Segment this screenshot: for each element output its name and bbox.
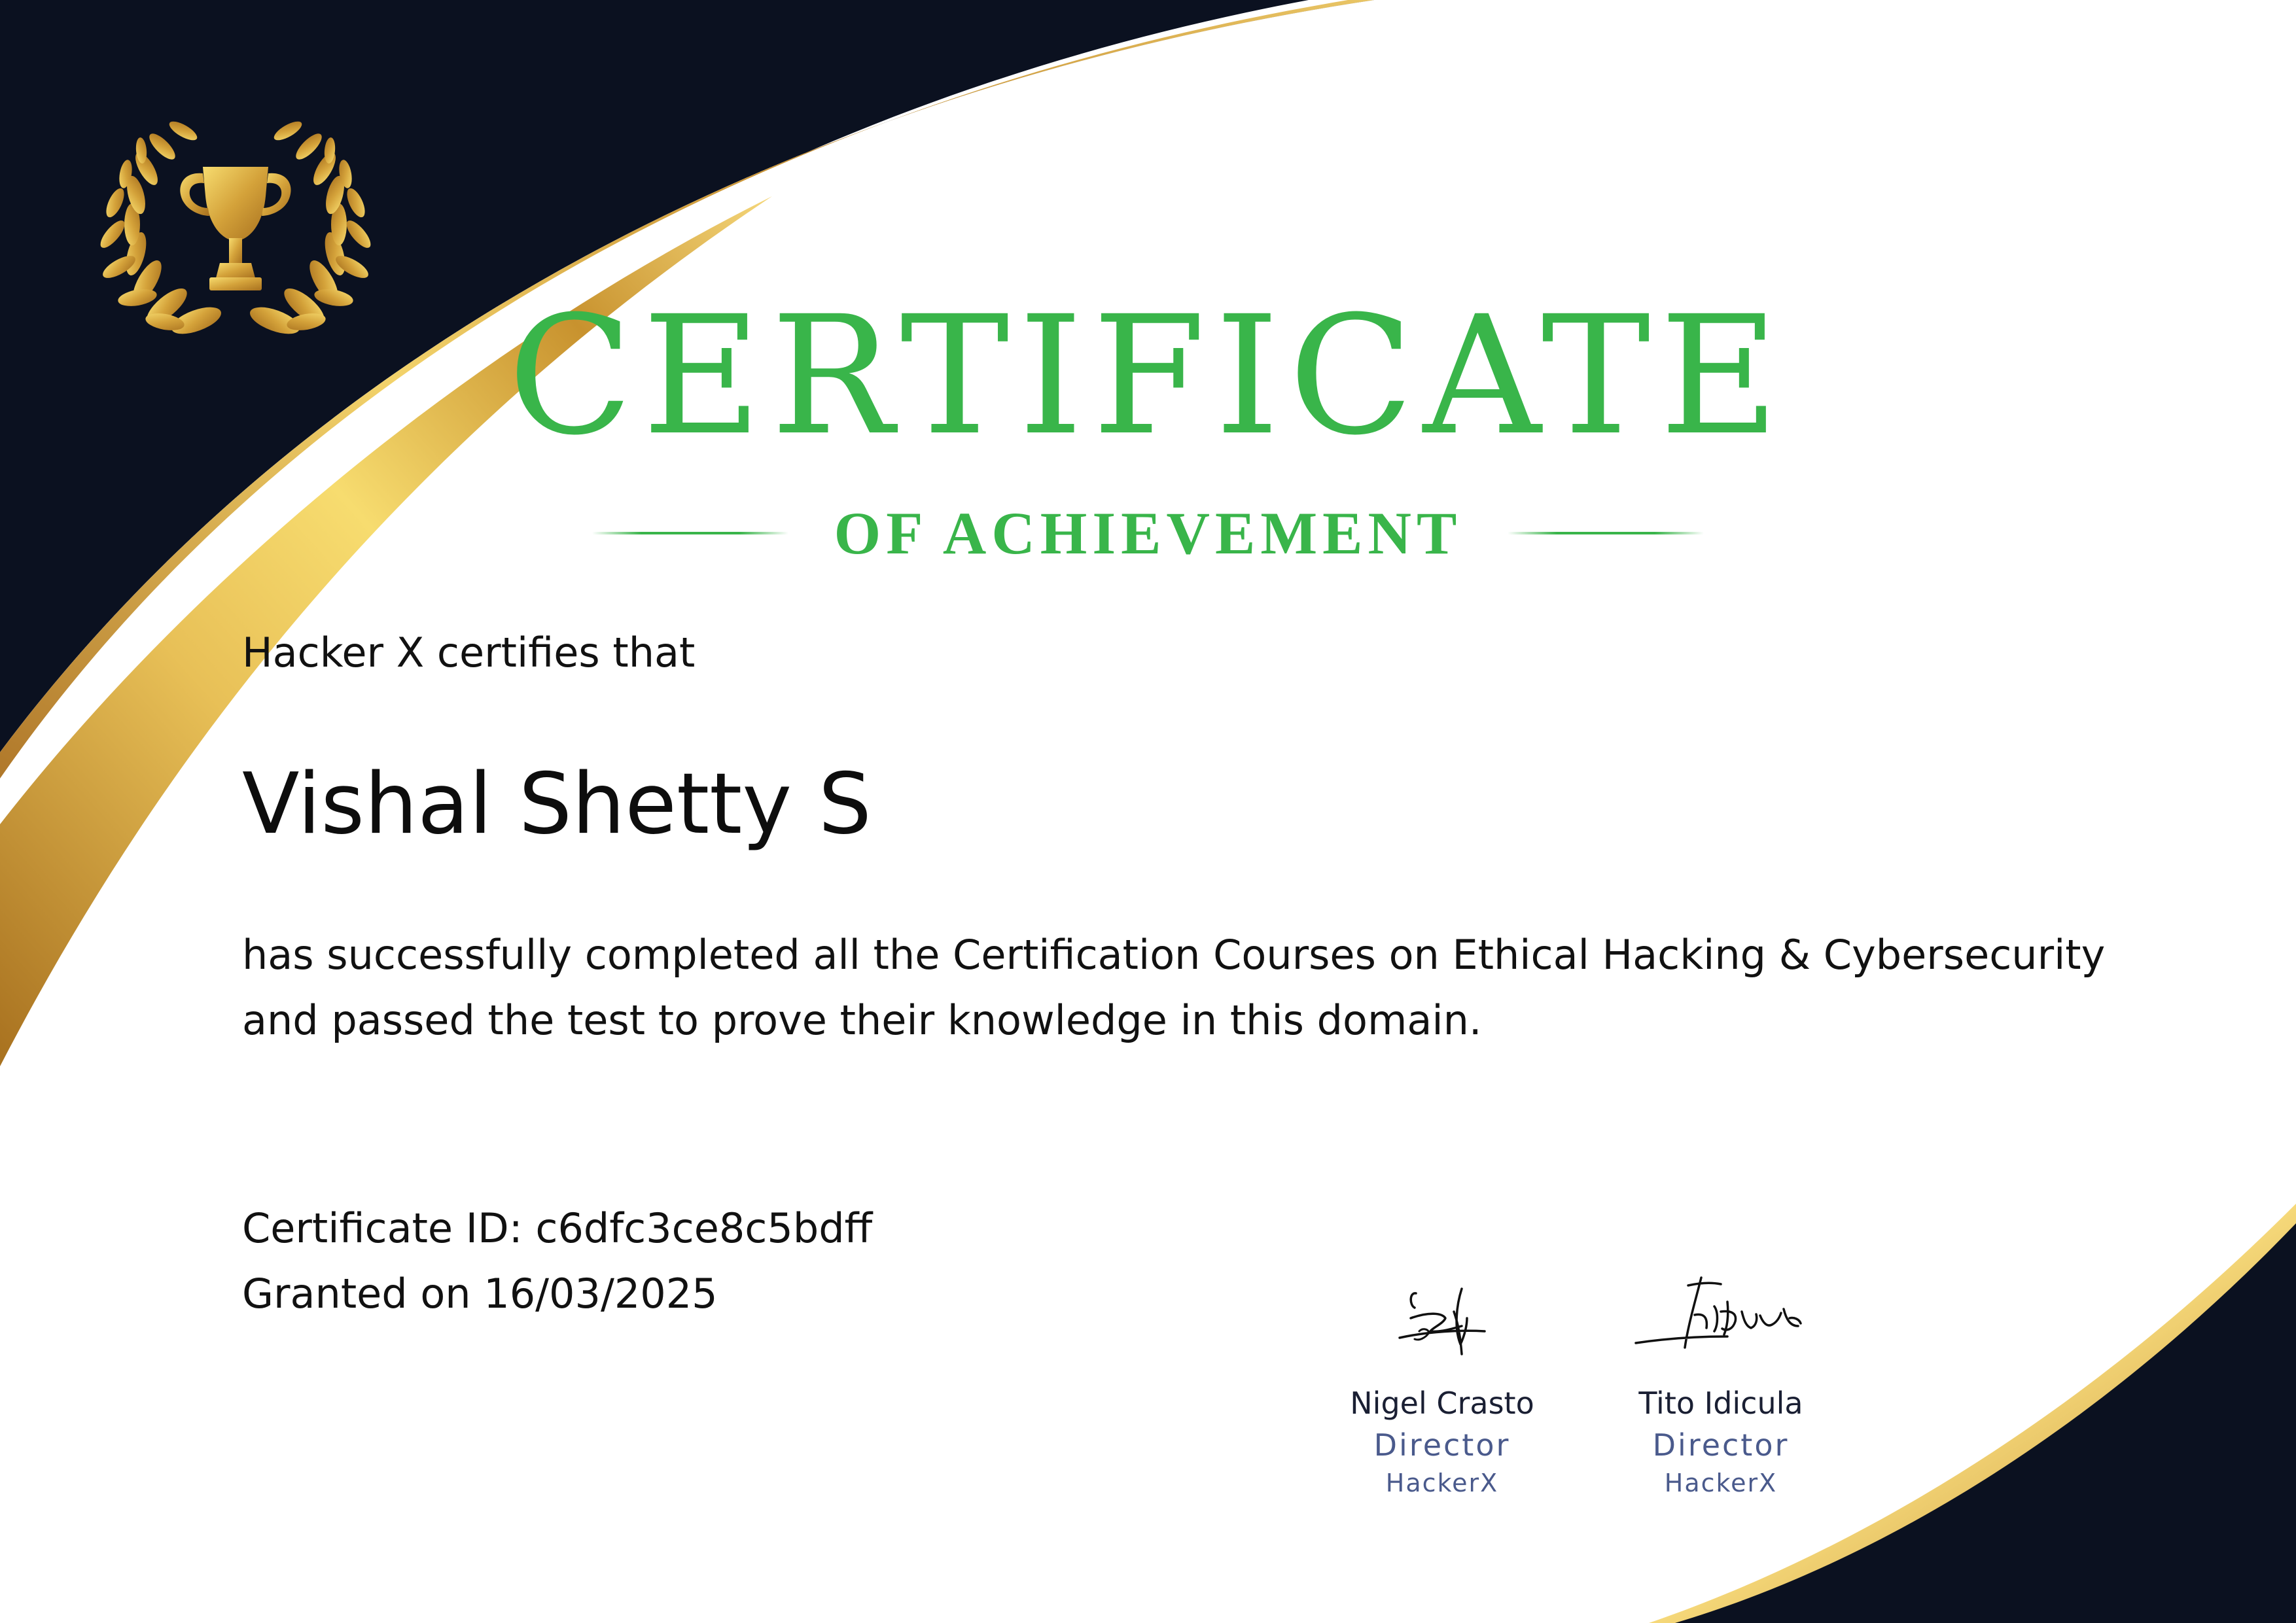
certifies-line: Hacker X certifies that	[242, 629, 696, 676]
granted-date: Granted on 16/03/2025	[242, 1270, 718, 1318]
signatory-2-role: Director	[1652, 1427, 1790, 1463]
certificate-subtitle: OF ACHIEVEMENT	[834, 500, 1462, 567]
signatory-1-name: Nigel Crasto	[1350, 1386, 1534, 1421]
signatory-2-name: Tito Idicula	[1638, 1386, 1803, 1421]
signatory-1-org: HackerX	[1385, 1469, 1499, 1497]
signature-tito-idicula	[1623, 1266, 1819, 1377]
recipient-name: Vishal Shetty S	[242, 756, 872, 853]
description-line-2: and passed the test to prove their knowledge in this domain.	[242, 996, 1482, 1044]
subtitle-rule-right	[1508, 532, 1704, 534]
subtitle-rule-left	[592, 532, 788, 534]
description-line-1: has successfully completed all the Certification Courses on Ethical Hacking & Cybersecurity	[242, 931, 2106, 979]
description	[242, 922, 2205, 1053]
certificate-title: CERTIFICATE	[508, 281, 1788, 471]
signature-nigel-crasto	[1370, 1266, 1514, 1377]
subtitle-row	[0, 497, 2296, 569]
signatory-1	[1305, 1266, 1580, 1499]
signatory-1-role: Director	[1373, 1427, 1511, 1463]
certificate-id: Certificate ID: c6dfc3ce8c5bdff	[242, 1204, 873, 1252]
signatory-2-org: HackerX	[1664, 1469, 1778, 1497]
signatory-2	[1583, 1266, 1858, 1499]
